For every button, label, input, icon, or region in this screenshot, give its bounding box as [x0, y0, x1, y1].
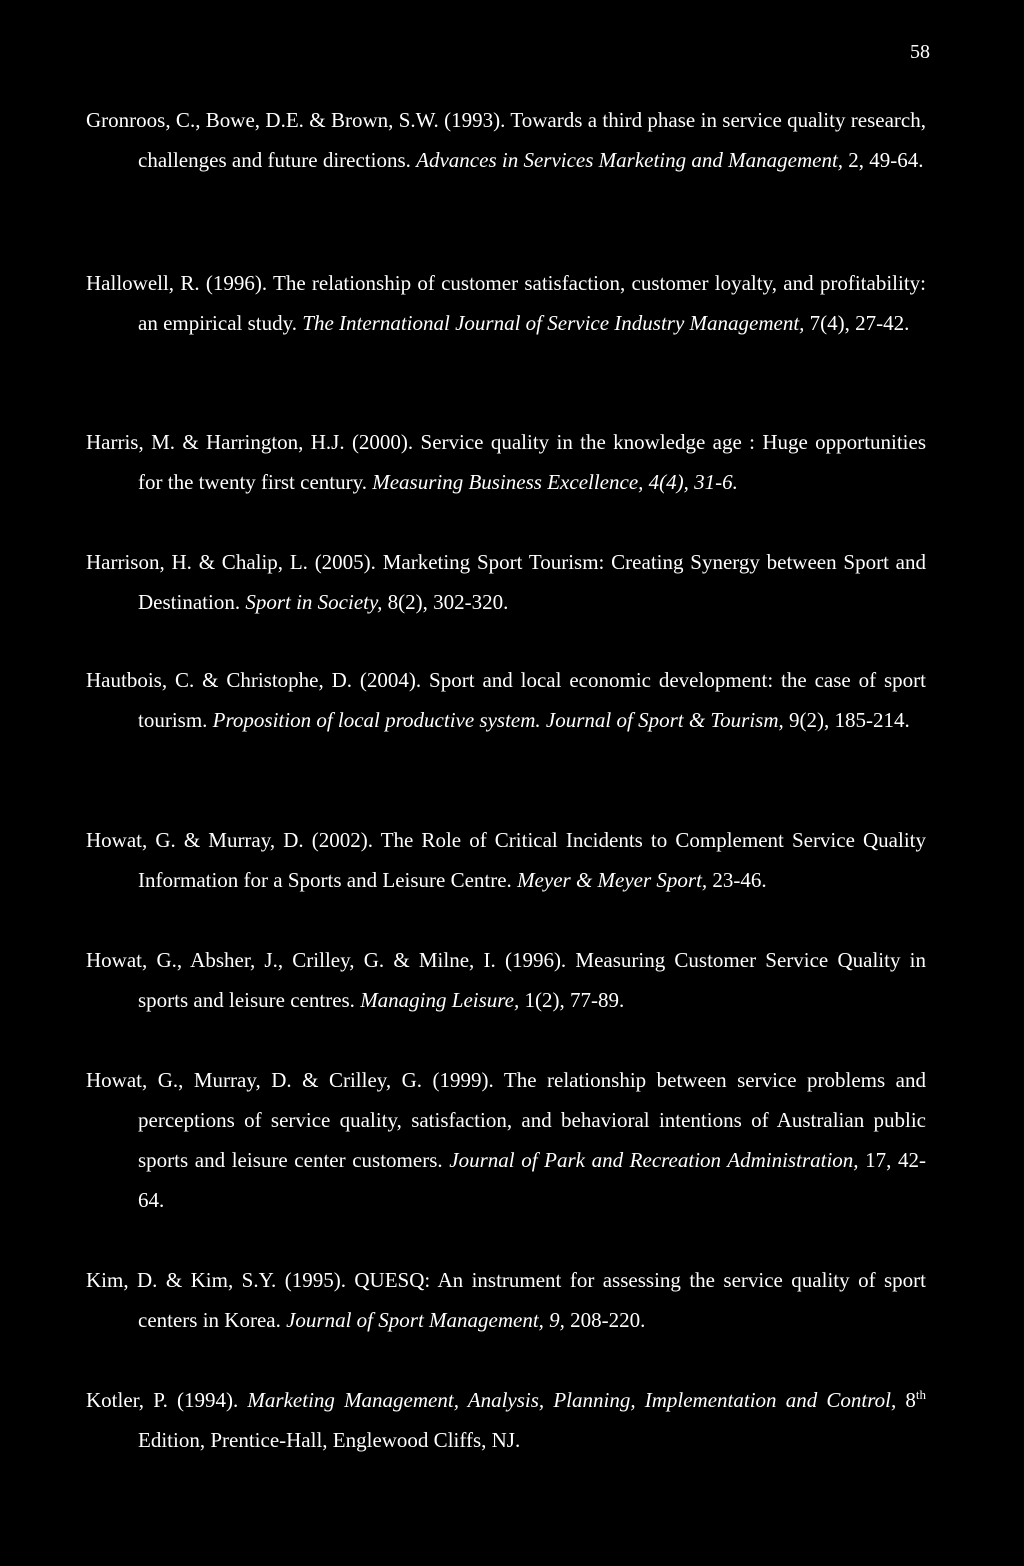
page-number: 58 — [910, 41, 930, 63]
reference-details: 1(2), 77-89. — [524, 988, 625, 1012]
reference-entry-harris — [86, 422, 926, 502]
reference-entry-kotler — [86, 1380, 926, 1460]
reference-entry-gronroos — [86, 100, 926, 180]
reference-authors: Hautbois, C. & Christophe, D. (2004). Sport and local economic development: the case of sport tourism. — [86, 668, 926, 732]
reference-authors: Howat, G., Absher, J., Crilley, G. & Milne, I. (1996). Measuring Customer Service Quality in sports and leisure centres. — [86, 948, 926, 1012]
reference-source: Managing Leisure, — [360, 988, 520, 1012]
reference-authors: Hallowell, R. (1996). The relationship of customer satisfaction, customer loyalty, and profitability: an empirical study. — [86, 271, 926, 335]
reference-source: Advances in Services Marketing and Management, — [416, 148, 844, 172]
reference-entry-howat-absher — [86, 940, 926, 1020]
reference-entry-hautbois — [86, 660, 926, 740]
reference-source: Measuring Business Excellence, 4(4), 31-6. — [372, 470, 738, 494]
edition-superscript: th — [915, 1387, 927, 1402]
reference-details: 8(2), 302-320. — [387, 590, 509, 614]
reference-source: Proposition of local productive system. Journal of Sport & Tourism, — [212, 708, 784, 732]
reference-authors: Howat, G., Murray, D. & Crilley, G. (1999). The relationship between service problems and perceptions of service quality, satisfaction, and behavioral intentions of Australian public sports and leisure center customers. — [86, 1068, 926, 1172]
reference-details: 2, 49-64. — [848, 148, 924, 172]
reference-details: Edition, Prentice-Hall, Englewood Cliffs, NJ. — [138, 1428, 521, 1452]
reference-details: 23-46. — [712, 868, 767, 892]
reference-source: Journal of Sport Management, 9, — [286, 1308, 565, 1332]
reference-source: Journal of Park and Recreation Administration, — [449, 1148, 859, 1172]
reference-entry-harrison — [86, 542, 926, 622]
reference-details: 9(2), 185-214. — [789, 708, 910, 732]
reference-entry-hallowell — [86, 263, 926, 343]
reference-details: 7(4), 27-42. — [809, 311, 910, 335]
reference-authors: Howat, G. & Murray, D. (2002). The Role of Critical Incidents to Complement Service Quality Information for a Sports and Leisure Centre. — [86, 828, 926, 892]
reference-authors: Harrison, H. & Chalip, L. (2005). Marketing Sport Tourism: Creating Synergy between Sport and Destination. — [86, 550, 926, 614]
reference-source: Meyer & Meyer Sport, — [517, 868, 708, 892]
reference-source: Marketing Management, Analysis, Planning, Implementation and Control, — [247, 1388, 897, 1412]
reference-authors: Kotler, P. (1994). — [86, 1388, 239, 1412]
reference-entry-kim — [86, 1260, 926, 1340]
reference-source: Sport in Society, — [245, 590, 383, 614]
edition-number: 8 — [905, 1388, 916, 1412]
reference-details: 17, 42-64. — [138, 1148, 927, 1212]
reference-entry-howat-murray — [86, 820, 926, 900]
reference-authors: Harris, M. & Harrington, H.J. (2000). Service quality in the knowledge age : Huge opportunities for the twenty first century. — [86, 430, 926, 494]
reference-details: 208-220. — [570, 1308, 646, 1332]
reference-authors: Kim, D. & Kim, S.Y. (1995). QUESQ: An instrument for assessing the service quality of sport centers in Korea. — [86, 1268, 926, 1332]
reference-authors: Gronroos, C., Bowe, D.E. & Brown, S.W. (1993). Towards a third phase in service quality research, challenges and future directions. — [86, 108, 926, 172]
reference-entry-howat-crilley — [86, 1060, 926, 1220]
reference-source: The International Journal of Service Industry Management, — [302, 311, 805, 335]
